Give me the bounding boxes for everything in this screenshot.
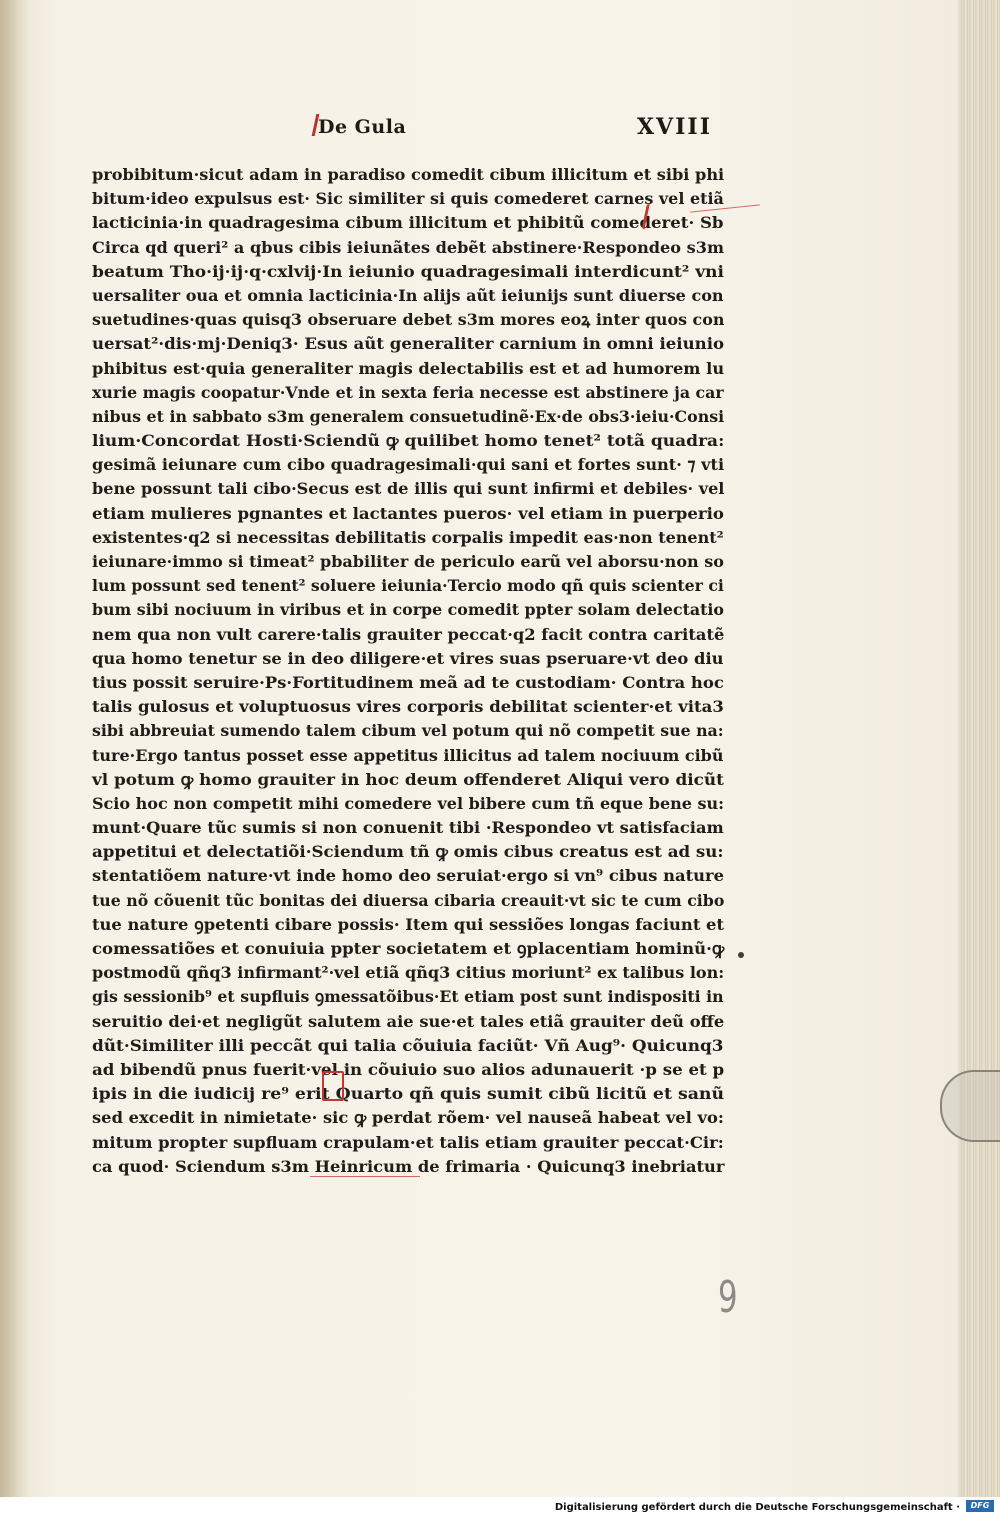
text-line: phibitus est·quia generaliter magis delectabilis est et ad humorem lu	[92, 358, 725, 378]
pencil-note: 9	[718, 1272, 738, 1323]
running-head	[318, 116, 718, 146]
text-line: appetitui et delectatiõi·Sciendum tñ ꝙ omis cibus creatus est ad su:	[92, 842, 724, 862]
rubric-underline	[310, 1176, 420, 1177]
text-line: bene possunt tali cibo·Secus est de illis qui sunt infirmi et debiles· vel	[92, 479, 725, 499]
text-line: ca quod· Sciendum s3m Heinricum de frimaria · Quicunq3 inebriatur	[92, 1156, 725, 1176]
text-line: existentes·q2 si necessitas debilitatis corpalis impedit eas·non tenent²	[92, 527, 724, 547]
text-line: suetudines·quas quisq3 obseruare debet s3m mores eoꝝ inter quos con	[92, 310, 725, 330]
text-line: comessatiões et conuiuia ppter societatem et ꝯplacentiam hominũ·ꝙ	[92, 939, 725, 958]
text-line: vl potum ꝙ homo grauiter in hoc deum offenderet Aliqui vero dicũt	[92, 769, 724, 789]
paragraph-mark	[322, 1071, 344, 1101]
text-line: talis gulosus et voluptuosus vires corporis debilitat scienter·et vita3	[92, 697, 724, 717]
gutter-shadow	[0, 0, 30, 1497]
folio-number: XVIII	[636, 114, 712, 140]
text-line: nibus et in sabbato s3m generalem consuetudinẽ·Ex·de obs3·ieiu·Consi	[92, 406, 725, 426]
text-line: gesimã ieiunare cum cibo quadragesimali·qui sani et fortes sunt· ⁊ vti	[92, 455, 725, 475]
text-line: seruitio dei·et negligũt salutem aie sue·et tales etiã grauiter deũ offe	[92, 1011, 725, 1031]
page-block-edges	[962, 0, 1000, 1497]
text-line: tue nõ cõuenit tũc bonitas dei diuersa cibaria creauit·vt sic te cum cibo	[92, 890, 725, 910]
text-line: tius possit seruire·Ps·Fortitudinem meã ad te custodiam· Contra hoc	[92, 672, 724, 692]
text-line: ad bibendũ pnus fuerit·vel in cõuiuio suo alios adunauerit ·p se et p	[92, 1059, 725, 1079]
text-line: stentatiõem nature·vt inde homo deo seruiat·ergo si vn⁹ cibus nature	[92, 866, 724, 886]
text-line: bum sibi nociuum in viribus et in corpe comedit ppter solam delectatio	[92, 600, 724, 620]
text-line: munt·Quare tũc sumis si non conuenit tibi ·Respondeo vt satisfaciam	[92, 818, 724, 838]
text-line: sibi abbreuiat sumendo talem cibum vel potum qui nõ competit sue na:	[92, 721, 724, 741]
text-line: beatum Tho·ij·ij·q·cxlvij·In ieiunio quadragesimali interdicunt² vni	[92, 261, 724, 281]
dfg-logo-icon: DFG	[966, 1500, 994, 1512]
text-line: gis sessionib⁹ et supfluis ꝯmessatõibus·Et etiam post sunt indispositi in	[92, 987, 724, 1007]
text-line: Circa qd queri² a qbus cibis ieiunãtes debẽt abstinere·Respondeo s3m	[92, 237, 724, 257]
text-line: lacticinia·in quadragesima cibum illicitum et phibitũ comederet· Sb	[92, 213, 724, 233]
text-line: uersaliter oua et omnia lacticinia·In alijs aũt ieiunijs sunt diuerse con	[92, 285, 724, 305]
text-line: qua homo tenetur se in deo diligere·et vires suas pseruare·vt deo diu	[92, 648, 724, 668]
text-line: bitum·ideo expulsus est· Sic similiter si quis comederet carnes vel etiã	[92, 189, 724, 209]
text-line: mitum propter supfluam crapulam·et talis etiam grauiter peccat·Cir:	[92, 1132, 724, 1152]
text-line: postmodũ qñq3 infirmant²·vel etiã qñq3 citius moriunt² ex talibus lon:	[92, 963, 725, 983]
text-line: nem qua non vult carere·talis grauiter peccat·q2 facit contra caritatẽ	[92, 624, 725, 644]
running-title: De Gula	[318, 116, 407, 138]
text-line: uersat²·dis·mj·Deniq3· Esus aũt generaliter carnium in omni ieiunio	[92, 334, 725, 354]
margin-dot	[738, 952, 744, 958]
text-line: lium·Concordat Hosti·Sciendũ ꝙ quilibet homo tenet² totã quadra:	[92, 431, 725, 451]
text-line: Scio hoc non competit mihi comedere vel bibere cum tñ eque bene su:	[92, 793, 725, 813]
text-block	[92, 163, 728, 1179]
book-clasp-icon	[940, 1070, 1000, 1142]
text-line: lum possunt sed tenent² soluere ieiunia·Tercio modo qñ quis scienter ci	[92, 576, 724, 596]
digitization-credit: Digitalisierung gefördert durch die Deutsche Forschungsgemeinschaft ·	[554, 1502, 960, 1513]
text-line: ipis in die iudicij re⁹ erit Quarto qñ quis sumit cibũ licitũ et sanũ	[92, 1084, 725, 1104]
text-line: tue nature ꝯpetenti cibare possis· Item qui sessiões longas faciunt et	[92, 914, 725, 934]
text-line: probibitum·sicut adam in paradiso comedit cibum illicitum et sibi phi	[92, 165, 725, 184]
text-line: ieiunare·immo si timeat² pbabiliter de periculo earũ vel aborsu·non so	[92, 552, 724, 571]
text-line: etiam mulieres pgnantes et lactantes pueros· vel etiam in puerperio	[92, 503, 724, 523]
text-line: ture·Ergo tantus posset esse appetitus illicitus ad talem nociuum cibũ	[92, 745, 724, 765]
text-line: xurie magis coopatur·Vnde et in sexta feria necesse est abstinere ja car	[92, 382, 724, 402]
text-line: sed excedit in nimietate· sic ꝙ perdat rõem· vel nauseã habeat vel vo:	[92, 1108, 724, 1128]
text-line: dũt·Similiter illi peccãt qui talia cõuiuia faciũt· Vñ Aug⁹· Quicunq3	[92, 1035, 724, 1055]
